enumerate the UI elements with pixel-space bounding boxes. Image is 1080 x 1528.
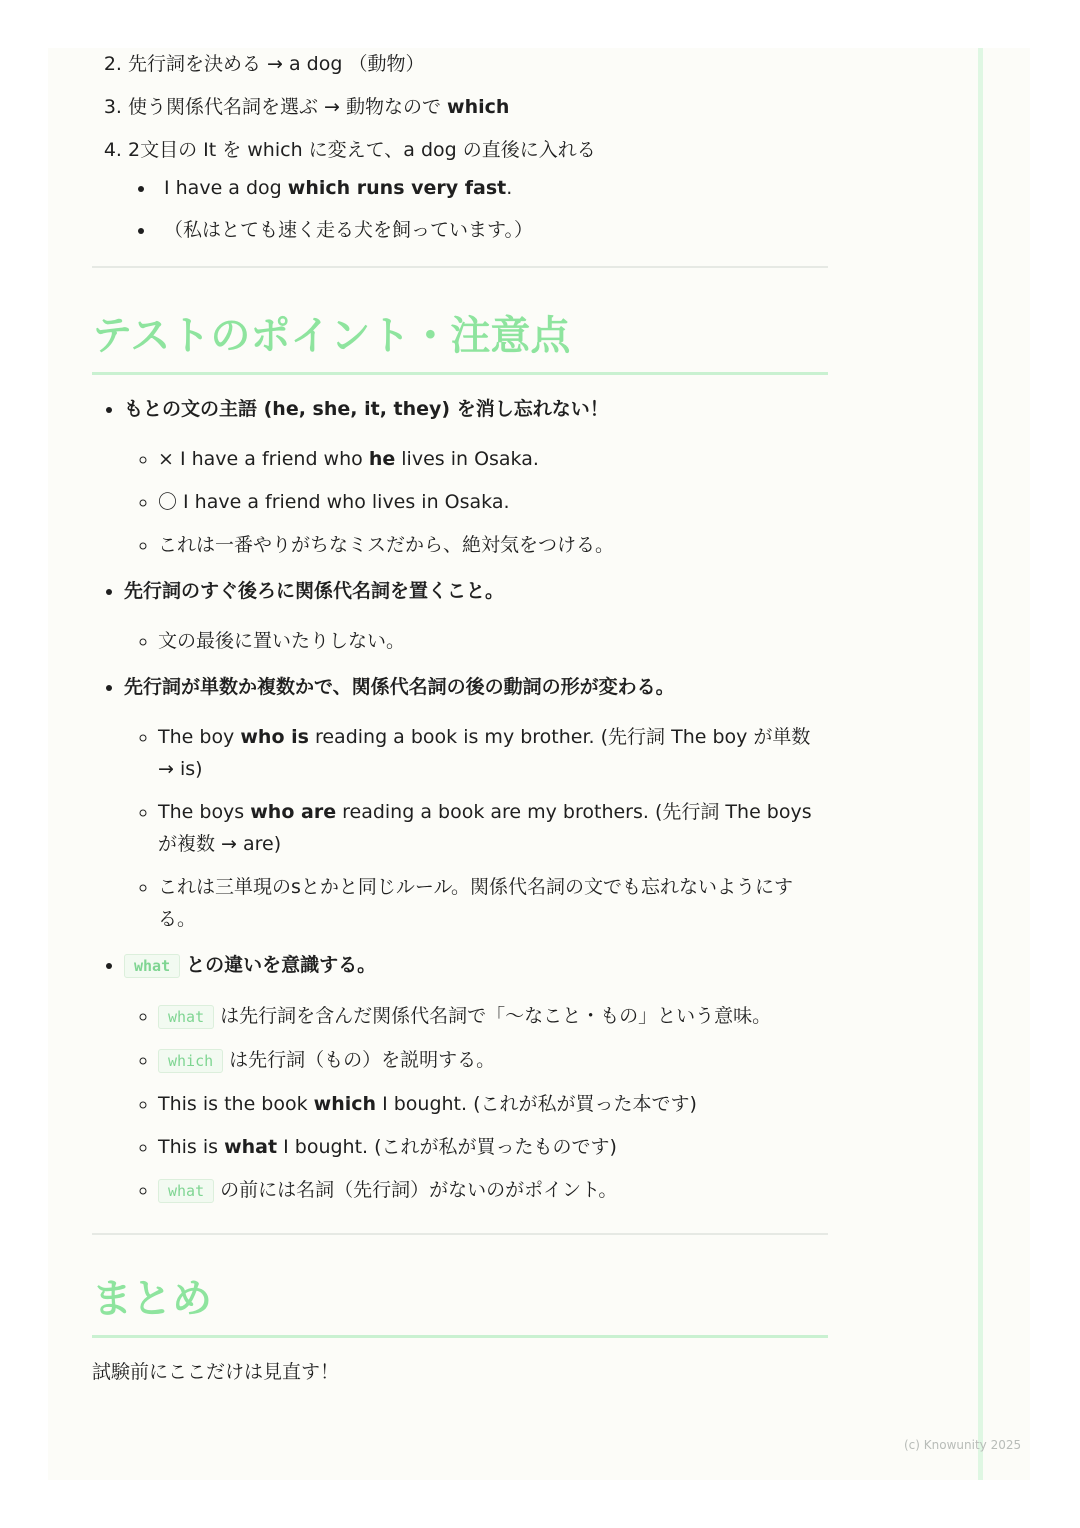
step-sublist xyxy=(128,172,828,246)
test-point xyxy=(124,949,828,1207)
text-run: I have a dog xyxy=(164,177,288,199)
text-run: 先行詞が単数か複数かで、関係代名詞の後の動詞の形が変わる。 xyxy=(124,676,675,698)
text-run: . xyxy=(506,177,513,199)
inline-code: which xyxy=(158,1049,223,1073)
test-point-subitem xyxy=(158,1088,828,1120)
text-run: lives in Osaka. xyxy=(395,448,539,470)
test-point-subitem xyxy=(158,1000,828,1033)
test-point-subitem xyxy=(158,625,828,657)
bold-text: what xyxy=(224,1136,278,1158)
text-run: 〇 I have a friend who lives in Osaka. xyxy=(158,491,510,513)
step-subitem xyxy=(156,214,828,246)
text-run: もとの文の主語 (he, she, it, they) を消し忘れない！ xyxy=(124,398,609,420)
text-run: This is xyxy=(158,1136,225,1158)
summary-text: 試験前にここだけは見直す！ xyxy=(92,1361,340,1383)
test-point-sublist xyxy=(124,443,828,561)
text-run: の前には名詞（先行詞）がないのがポイント。 xyxy=(220,1179,618,1201)
text-run: 2文目の It を which に変えて、a dog の直後に入れる xyxy=(128,139,596,161)
test-point-sublist xyxy=(124,1000,828,1207)
bold-text: which runs very fast xyxy=(287,177,507,199)
bold-text: which xyxy=(313,1093,377,1115)
bold-text: he xyxy=(368,448,396,470)
test-point-subitem xyxy=(158,796,828,860)
step-subitem xyxy=(156,172,828,204)
bold-text: which xyxy=(447,96,510,118)
text-run: × I have a friend who xyxy=(158,448,369,470)
test-point-title xyxy=(124,949,828,982)
step-item xyxy=(128,134,828,246)
copyright-footer: (c) Knowunity 2025 xyxy=(904,1438,1022,1452)
inline-code: what xyxy=(158,1179,214,1203)
text-run: は先行詞（もの）を説明する。 xyxy=(229,1049,496,1071)
step-item xyxy=(128,91,828,123)
steps-list xyxy=(92,48,828,246)
test-point-title xyxy=(124,393,828,425)
section-heading-summary: まとめ xyxy=(92,1273,828,1338)
test-point xyxy=(124,671,828,935)
document-body xyxy=(92,48,828,1388)
text-run: との違いを意識する。 xyxy=(186,954,377,976)
test-point-title xyxy=(124,575,828,607)
bold-text: who are xyxy=(250,801,337,823)
test-point-subitem xyxy=(158,529,828,561)
section-divider xyxy=(92,1233,828,1235)
text-run: 先行詞のすぐ後ろに関係代名詞を置くこと。 xyxy=(124,580,505,602)
test-point xyxy=(124,575,828,657)
text-run: 先行詞を決める → a dog （動物） xyxy=(128,53,425,75)
section-divider xyxy=(92,266,828,268)
test-point-sublist xyxy=(124,625,828,657)
text-run: This is the book xyxy=(158,1093,314,1115)
test-point-subitem xyxy=(158,871,828,935)
text-run: これは三単現のsとかと同じルール。関係代名詞の文でも忘れないようにする。 xyxy=(158,876,794,930)
text-run: I bought. (これが私が買った本です) xyxy=(376,1093,697,1115)
side-rail xyxy=(978,48,983,1480)
text-run: これは一番やりがちなミスだから、絶対気をつける。 xyxy=(158,534,615,556)
text-run: The boys xyxy=(158,801,251,823)
test-point-sublist xyxy=(124,721,828,935)
test-points-list xyxy=(92,393,828,1207)
text-run: （私はとても速く走る犬を飼っています。） xyxy=(164,219,533,241)
test-point xyxy=(124,393,828,561)
inline-code: what xyxy=(158,1005,214,1029)
text-run: reading a book is my brother. (先行詞 The boy が単数 → is) xyxy=(158,726,811,780)
text-run: reading a book are my brothers. (先行詞 The boys が複数 → are) xyxy=(158,801,812,855)
bold-text: who is xyxy=(240,726,309,748)
test-point-subitem xyxy=(158,443,828,475)
text-run: 使う関係代名詞を選ぶ → 動物なので xyxy=(128,96,448,118)
test-point-subitem xyxy=(158,721,828,785)
section-heading-test-points: テストのポイント・注意点 xyxy=(92,310,828,375)
test-point-subitem xyxy=(158,486,828,518)
test-point-subitem xyxy=(158,1044,828,1077)
text-run: は先行詞を含んだ関係代名詞で「〜なこと・もの」という意味。 xyxy=(220,1005,772,1027)
text-run: I bought. (これが私が買ったものです) xyxy=(277,1136,617,1158)
test-point-title xyxy=(124,671,828,703)
test-point-subitem xyxy=(158,1174,828,1207)
text-run: 文の最後に置いたりしない。 xyxy=(158,630,406,652)
test-point-subitem xyxy=(158,1131,828,1163)
text-run: The boy xyxy=(158,726,241,748)
step-item xyxy=(128,48,828,80)
inline-code: what xyxy=(124,954,180,978)
